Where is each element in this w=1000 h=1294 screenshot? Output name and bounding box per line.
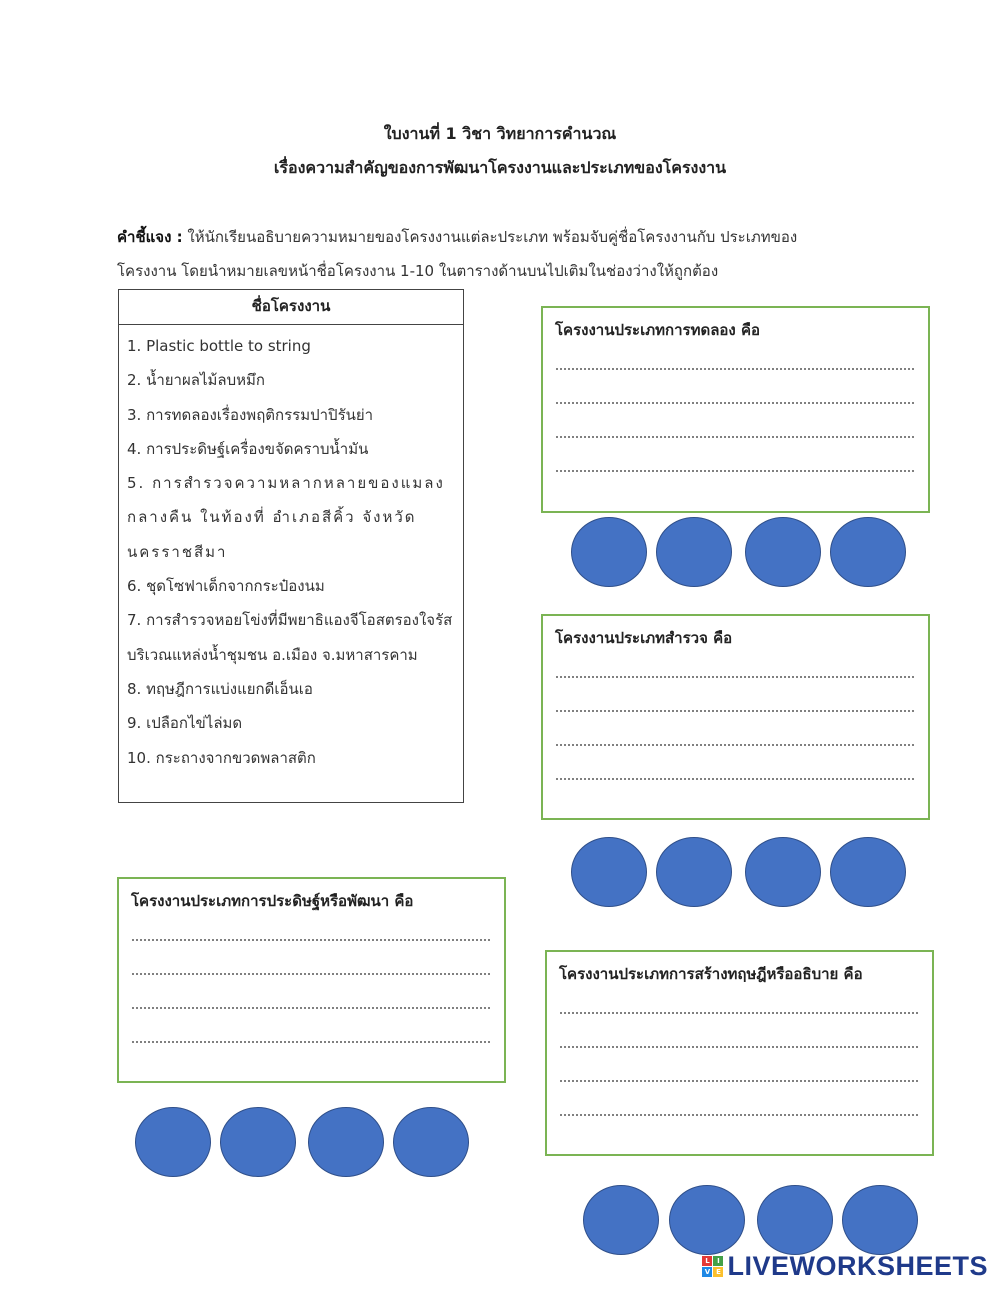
project-item-1: 1. Plastic bottle to string — [127, 337, 311, 355]
project-item-7: 7. การสำรวจหอยโข่งที่มีพยาธิแองจีโอสตรองใจรัส บริเวณแหล่งน้ำชุมชน อ.เมือง จ.มหาสารคาม — [127, 611, 453, 664]
theory-answer-slot-1[interactable] — [583, 1185, 659, 1255]
project-item-3: 3. การทดลองเรื่องพฤติกรรมปาปิรันย่า — [127, 405, 374, 424]
survey-answer-slot-2[interactable] — [656, 837, 732, 907]
dotted-line — [559, 1114, 918, 1116]
survey-answer-box[interactable] — [541, 614, 930, 820]
invention-answer-slot-3[interactable] — [308, 1107, 384, 1177]
theory-answer-box[interactable] — [545, 950, 934, 1156]
liveworksheets-logo-icon: L I V E — [702, 1256, 723, 1277]
experiment-answer-box[interactable] — [541, 306, 930, 513]
invention-answer-slot-1[interactable] — [135, 1107, 211, 1177]
dotted-line — [131, 1007, 490, 1009]
dotted-line — [555, 436, 914, 438]
project-item-5: 5. การสำรวจความหลากหลายของแมลงกลางคืน ในท้องที่ อำเภอสีคิ้ว จังหวัดนครราชสีมา — [127, 474, 445, 561]
survey-answer-slot-1[interactable] — [571, 837, 647, 907]
experiment-answer-slot-2[interactable] — [656, 517, 732, 587]
dotted-line — [559, 1080, 918, 1082]
liveworksheets-brand — [702, 1251, 988, 1282]
worksheet-subtitle: เรื่องความสำคัญของการพัฒนาโครงงานและประเภทของโครงงาน — [273, 158, 727, 177]
instructions — [117, 220, 897, 288]
dotted-line — [555, 778, 914, 780]
dotted-line — [555, 744, 914, 746]
project-item-4: 4. การประดิษฐ์เครื่องขจัดคราบน้ำมัน — [127, 439, 369, 458]
brand-text: LIVEWORKSHEETS — [727, 1251, 988, 1281]
invention-answer-slot-2[interactable] — [220, 1107, 296, 1177]
survey-answer-slot-4[interactable] — [830, 837, 906, 907]
dotted-line — [559, 1012, 918, 1014]
instructions-label: คำชี้แจง : — [117, 228, 183, 246]
invention-answer-slot-4[interactable] — [393, 1107, 469, 1177]
experiment-answer-slot-1[interactable] — [571, 517, 647, 587]
theory-answer-slot-2[interactable] — [669, 1185, 745, 1255]
survey-box-title: โครงงานประเภทสำรวจ คือ — [555, 629, 733, 647]
dotted-line — [559, 1046, 918, 1048]
invention-answer-box[interactable] — [117, 877, 506, 1083]
instructions-line-1: ให้นักเรียนอธิบายความหมายของโครงงานแต่ละประเภท พร้อมจับคู่ชื่อโครงงานกับ ประเภทของ — [187, 228, 798, 246]
project-table — [118, 289, 464, 803]
dotted-line — [555, 402, 914, 404]
dotted-line — [555, 710, 914, 712]
project-table-header: ชื่อโครงงาน — [119, 290, 463, 325]
project-list — [119, 325, 463, 775]
theory-box-title: โครงงานประเภทการสร้างทฤษฎีหรืออธิบาย คือ — [559, 965, 863, 983]
project-item-10: 10. กระถางจากขวดพลาสติก — [127, 748, 316, 767]
worksheet-title: ใบงานที่ 1 วิชา วิทยาการคำนวณ — [383, 124, 617, 143]
invention-box-title: โครงงานประเภทการประดิษฐ์หรือพัฒนา คือ — [131, 892, 414, 910]
instructions-line-2: โครงงาน โดยนำหมายเลขหน้าชื่อโครงงาน 1-10 ในตารางด้านบนไปเติมในช่องว่างให้ถูกต้อง — [117, 262, 719, 280]
dotted-line — [555, 470, 914, 472]
experiment-box-title: โครงงานประเภทการทดลอง คือ — [555, 321, 760, 339]
experiment-answer-slot-3[interactable] — [745, 517, 821, 587]
project-item-2: 2. น้ำยาผลไม้ลบหมึก — [127, 371, 265, 390]
dotted-line — [555, 676, 914, 678]
theory-answer-slot-3[interactable] — [757, 1185, 833, 1255]
project-item-8: 8. ทฤษฎีการแบ่งแยกดีเอ็นเอ — [127, 679, 313, 698]
theory-answer-slot-4[interactable] — [842, 1185, 918, 1255]
dotted-line — [131, 939, 490, 941]
dotted-line — [555, 368, 914, 370]
experiment-answer-slot-4[interactable] — [830, 517, 906, 587]
survey-answer-slot-3[interactable] — [745, 837, 821, 907]
project-item-9: 9. เปลือกไข่ไล่มด — [127, 714, 243, 733]
project-item-6: 6. ชุดโซฟาเด็กจากกระป๋องนม — [127, 577, 325, 596]
dotted-line — [131, 1041, 490, 1043]
dotted-line — [131, 973, 490, 975]
